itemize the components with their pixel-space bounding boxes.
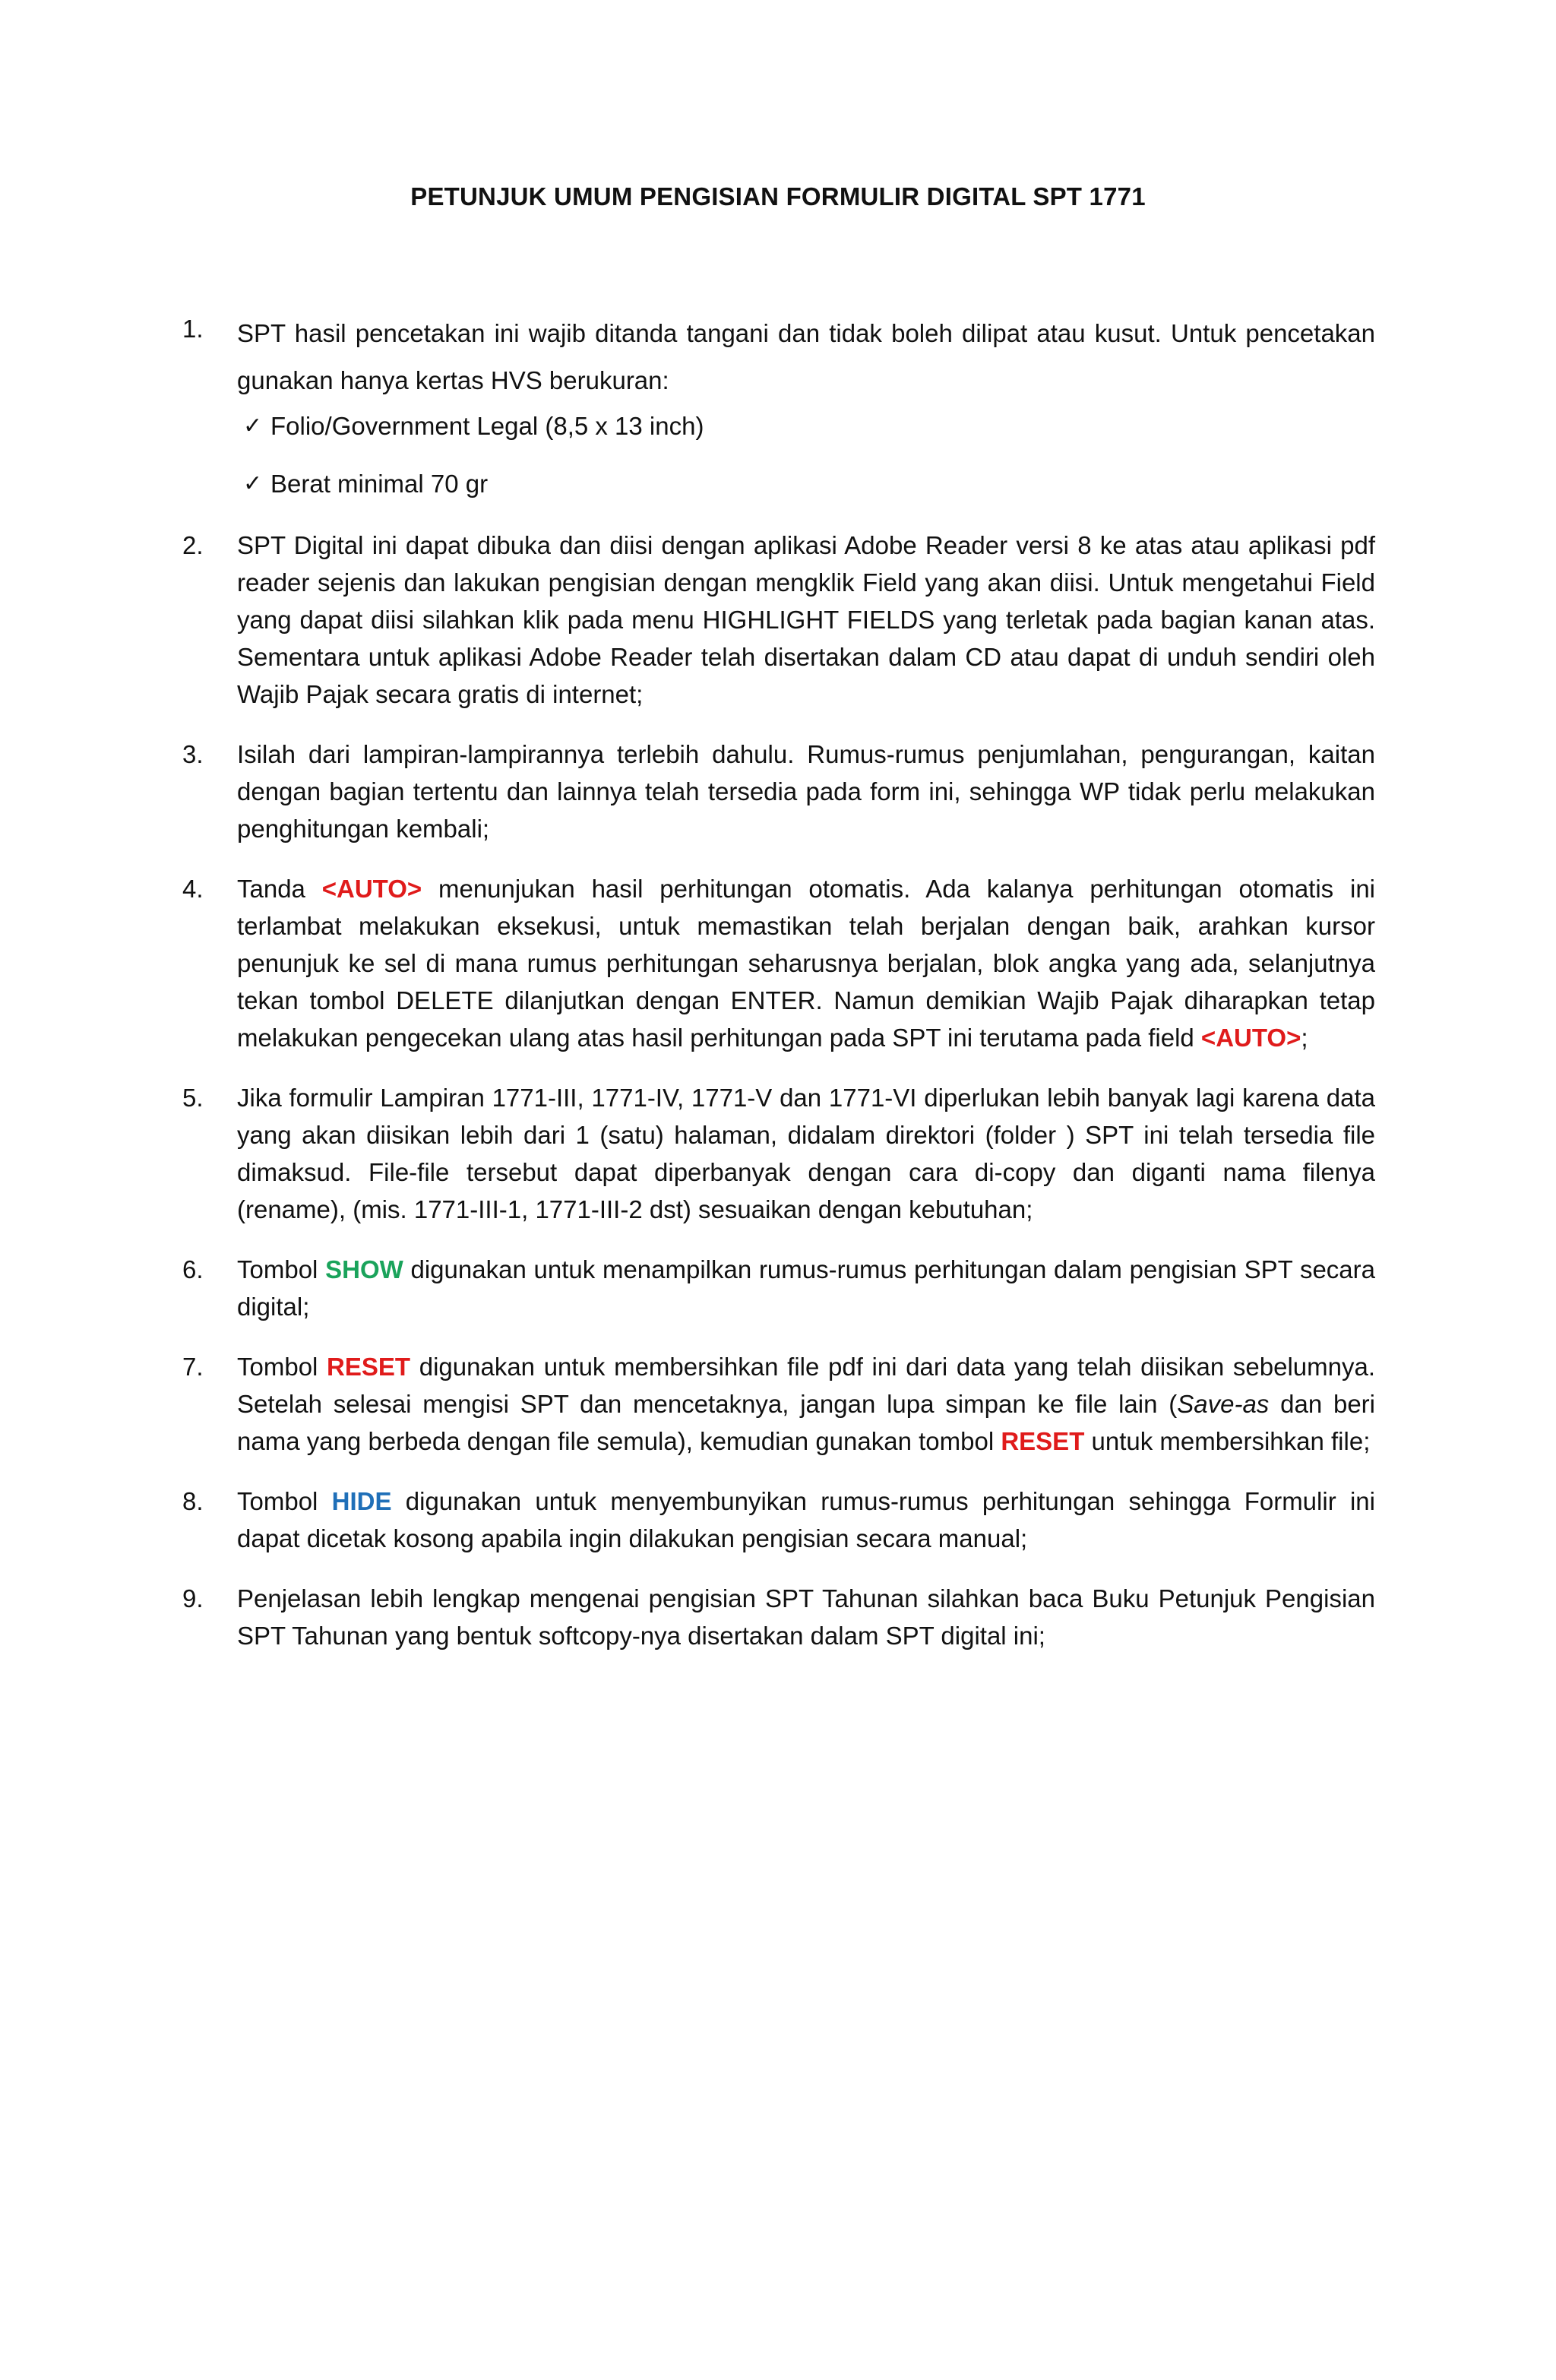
item-number: 2. (182, 531, 204, 559)
item-text: Isilah dari lampiran-lampirannya terlebih dahulu. Rumus-rumus penjumlahan, pengurangan, kaitan dengan bagian tertentu dan lainnya telah tersedia pada form ini, sehingga WP tidak perlu melakukan penghitungan kembali; (237, 740, 1375, 843)
item-body (237, 310, 1375, 504)
item-text-pre: Tombol (237, 1255, 326, 1283)
item-text-post: ; (1301, 1024, 1308, 1052)
item-number: 6. (182, 1255, 204, 1283)
item-text-pre: Tanda (237, 875, 322, 903)
item-text-pre: Tombol (237, 1487, 332, 1515)
item-number: 4. (182, 875, 204, 903)
list-item-5 (182, 1079, 1375, 1228)
item-text-post: untuk membersihkan file; (1084, 1427, 1371, 1455)
item-text-pre: Tombol (237, 1353, 327, 1381)
list-item-9 (182, 1580, 1375, 1654)
item-text-mid: menunjukan hasil perhitungan otomatis. Ada kalanya perhitungan otomatis ini terlambat melakukan eksekusi, untuk memastikan telah berjalan dengan baik, arahkan kursor penunjuk ke sel di mana rumus perhitungan seharusnya berjalan, blok angka yang ada, selanjutnya tekan tombol DELETE dilanjutkan dengan ENTER. Namun demikian Wajib Pajak diharapkan tetap melakukan pengecekan ulang atas hasil perhitungan pada SPT ini terutama pada field (237, 875, 1375, 1052)
item-text-post: digunakan untuk menampilkan rumus-rumus perhitungan dalam pengisian SPT secara digital; (237, 1255, 1375, 1321)
item-number: 1. (182, 315, 204, 343)
checkmark-icon: ✓ (243, 413, 263, 438)
item-text: Jika formulir Lampiran 1771-III, 1771-IV, 1771-V dan 1771-VI diperlukan lebih banyak lagi karena data yang akan diisikan lebih dari 1 (satu) halaman, didalam direktori (folder ) SPT ini telah tersedia file dimaksud. File-file tersebut dapat diperbanyak dengan cara di-copy dan diganti nama filenya (rename), (mis. 1771-III-1, 1771-III-2 dst) sesuaikan dengan kebutuhan; (237, 1084, 1375, 1223)
hide-keyword: HIDE (331, 1487, 392, 1515)
checkmark-icon: ✓ (243, 471, 263, 496)
item-number: 9. (182, 1584, 204, 1613)
item-text-post: digunakan untuk menyembunyikan rumus-rumus perhitungan sehingga Formulir ini dapat dicetak kosong apabila ingin dilakukan pengisian secara manual; (237, 1487, 1375, 1552)
list-item-4 (182, 870, 1375, 1056)
checklist-item-text: Berat minimal 70 gr (270, 470, 489, 498)
item-body (237, 1348, 1375, 1460)
list-item-6 (182, 1251, 1375, 1325)
item-number: 3. (182, 740, 204, 768)
item-body (237, 1251, 1375, 1325)
checklist-item-text: Folio/Government Legal (8,5 x 13 inch) (270, 412, 704, 440)
item-body (237, 1483, 1375, 1557)
auto-tag: <AUTO> (321, 875, 422, 903)
item-text-mid: dan beri nama yang berbeda dengan file semula), kemudian gunakan tombol (237, 1390, 1375, 1455)
item-number: 5. (182, 1084, 204, 1112)
show-keyword: SHOW (325, 1255, 403, 1283)
checklist-item (243, 465, 1375, 502)
item-text-mid: digunakan untuk membersihkan file pdf ini dari data yang telah diisikan sebelumnya. Setelah selesai mengisi SPT dan mencetaknya, jangan lupa simpan ke file lain ( (237, 1353, 1375, 1418)
page-title: PETUNJUK UMUM PENGISIAN FORMULIR DIGITAL SPT 1771 (410, 182, 1146, 210)
list-item-8 (182, 1483, 1375, 1557)
save-as-text: Save-as (1177, 1390, 1270, 1418)
item-text: SPT hasil pencetakan ini wajib ditanda tangani dan tidak boleh dilipat atau kusut. Untuk pencetakan gunakan hanya kertas HVS berukuran: (237, 319, 1375, 394)
instruction-list (182, 310, 1375, 1677)
item-number: 7. (182, 1353, 204, 1381)
checklist (237, 407, 1375, 502)
list-item-1 (182, 310, 1375, 504)
list-item-2 (182, 527, 1375, 713)
checklist-item (243, 407, 1375, 445)
item-text: SPT Digital ini dapat dibuka dan diisi dengan aplikasi Adobe Reader versi 8 ke atas atau aplikasi pdf reader sejenis dan lakukan pengisian dengan mengklik Field yang akan diisi. Untuk mengetahui Field yang dapat diisi silahkan klik pada menu HIGHLIGHT FIELDS yang terletak pada bagian kanan atas. Sementara untuk aplikasi Adobe Reader telah disertakan dalam CD atau dapat di unduh sendiri oleh Wajib Pajak secara gratis di internet; (237, 531, 1375, 708)
item-number: 8. (182, 1487, 204, 1515)
item-text: Penjelasan lebih lengkap mengenai pengisian SPT Tahunan silahkan baca Buku Petunjuk Pengisian SPT Tahunan yang bentuk softcopy-nya disertakan dalam SPT digital ini; (237, 1584, 1375, 1650)
reset-keyword: RESET (327, 1353, 411, 1381)
list-item-3 (182, 736, 1375, 847)
auto-tag: <AUTO> (1200, 1024, 1301, 1052)
item-body (237, 870, 1375, 1056)
list-item-7 (182, 1348, 1375, 1460)
reset-keyword: RESET (1001, 1427, 1085, 1455)
